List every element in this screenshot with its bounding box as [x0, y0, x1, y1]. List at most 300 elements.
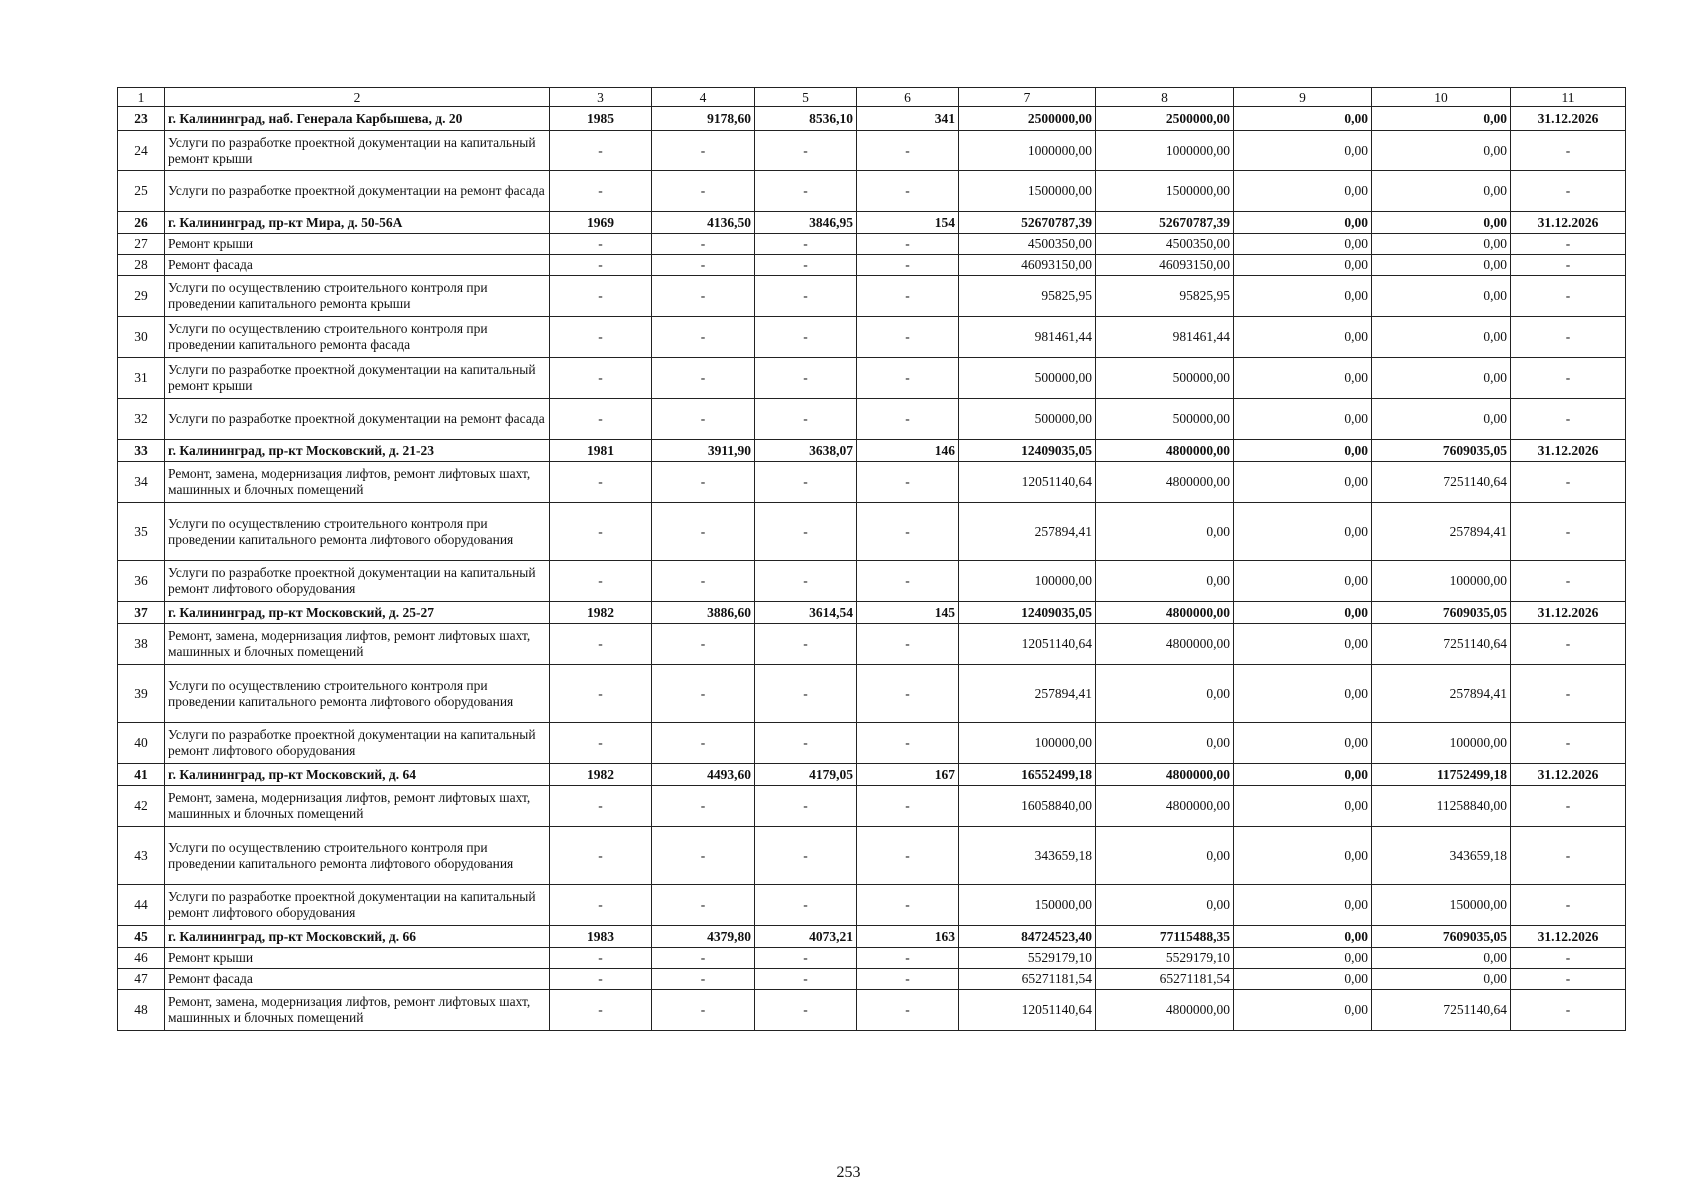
- cost-owners-cell: 0,00: [1372, 358, 1511, 399]
- cost-fund-cell: 500000,00: [1096, 358, 1234, 399]
- cost-budget-cell: 0,00: [1234, 255, 1372, 276]
- column-number-1: 1: [118, 88, 165, 107]
- work-row: [118, 948, 1626, 969]
- cost-fund-cell: 0,00: [1096, 723, 1234, 764]
- work-name: Услуги по осуществлению строительного контроля при проведении капитального ремонта фасада: [165, 317, 550, 358]
- cost-owners-cell: 100000,00: [1372, 723, 1511, 764]
- area-living-cell: -: [755, 948, 857, 969]
- area-total-cell: -: [652, 990, 755, 1031]
- cost-owners-cell: 7609035,05: [1372, 602, 1511, 624]
- cost-total-cell: 12051140,64: [959, 990, 1096, 1031]
- cost-owners-cell: 0,00: [1372, 131, 1511, 171]
- cost-budget-cell: 0,00: [1234, 358, 1372, 399]
- cost-owners-cell: 0,00: [1372, 171, 1511, 212]
- deadline-cell: 31.12.2026: [1511, 107, 1626, 131]
- residents-cell: -: [857, 969, 959, 990]
- cost-budget-cell: 0,00: [1234, 665, 1372, 723]
- cost-owners-cell: 11258840,00: [1372, 786, 1511, 827]
- year-cell: -: [550, 665, 652, 723]
- year-cell: -: [550, 827, 652, 885]
- residents-cell: -: [857, 276, 959, 317]
- cost-total-cell: 46093150,00: [959, 255, 1096, 276]
- cost-fund-cell: 0,00: [1096, 665, 1234, 723]
- row-number: 24: [118, 131, 165, 171]
- cost-owners-cell: 0,00: [1372, 212, 1511, 234]
- cost-owners-cell: 11752499,18: [1372, 764, 1511, 786]
- residents-cell: 145: [857, 602, 959, 624]
- work-name: Ремонт фасада: [165, 969, 550, 990]
- cost-fund-cell: 4800000,00: [1096, 440, 1234, 462]
- area-living-cell: 3614,54: [755, 602, 857, 624]
- cost-total-cell: 257894,41: [959, 503, 1096, 561]
- page-number: 253: [836, 1164, 861, 1181]
- cost-owners-cell: 0,00: [1372, 948, 1511, 969]
- year-cell: 1982: [550, 764, 652, 786]
- work-name: Услуги по осуществлению строительного контроля при проведении капитального ремонта крыши: [165, 276, 550, 317]
- cost-total-cell: 16058840,00: [959, 786, 1096, 827]
- cost-total-cell: 100000,00: [959, 723, 1096, 764]
- work-row: [118, 561, 1626, 602]
- cost-total-cell: 500000,00: [959, 399, 1096, 440]
- area-total-cell: -: [652, 786, 755, 827]
- cost-fund-cell: 4800000,00: [1096, 624, 1234, 665]
- cost-total-cell: 12051140,64: [959, 624, 1096, 665]
- area-total-cell: 4136,50: [652, 212, 755, 234]
- area-total-cell: 4493,60: [652, 764, 755, 786]
- residents-cell: -: [857, 234, 959, 255]
- cost-fund-cell: 0,00: [1096, 827, 1234, 885]
- cost-fund-cell: 65271181,54: [1096, 969, 1234, 990]
- work-name: Услуги по разработке проектной документации на капитальный ремонт лифтового оборудования: [165, 723, 550, 764]
- work-row: [118, 969, 1626, 990]
- cost-fund-cell: 46093150,00: [1096, 255, 1234, 276]
- area-living-cell: -: [755, 317, 857, 358]
- cost-total-cell: 12409035,05: [959, 602, 1096, 624]
- area-total-cell: -: [652, 969, 755, 990]
- deadline-cell: -: [1511, 665, 1626, 723]
- building-row: [118, 212, 1626, 234]
- column-number-5: 5: [755, 88, 857, 107]
- row-number: 35: [118, 503, 165, 561]
- year-cell: 1969: [550, 212, 652, 234]
- year-cell: -: [550, 948, 652, 969]
- deadline-cell: -: [1511, 723, 1626, 764]
- area-living-cell: 3638,07: [755, 440, 857, 462]
- row-number: 25: [118, 171, 165, 212]
- work-row: [118, 827, 1626, 885]
- year-cell: -: [550, 399, 652, 440]
- cost-owners-cell: 7609035,05: [1372, 440, 1511, 462]
- area-living-cell: -: [755, 969, 857, 990]
- cost-fund-cell: 0,00: [1096, 503, 1234, 561]
- deadline-cell: 31.12.2026: [1511, 764, 1626, 786]
- cost-total-cell: 981461,44: [959, 317, 1096, 358]
- cost-budget-cell: 0,00: [1234, 317, 1372, 358]
- work-name: Услуги по разработке проектной документации на капитальный ремонт лифтового оборудования: [165, 885, 550, 926]
- area-living-cell: -: [755, 131, 857, 171]
- residents-cell: -: [857, 399, 959, 440]
- area-living-cell: 8536,10: [755, 107, 857, 131]
- area-total-cell: -: [652, 723, 755, 764]
- cost-owners-cell: 257894,41: [1372, 503, 1511, 561]
- deadline-cell: -: [1511, 786, 1626, 827]
- cost-fund-cell: 500000,00: [1096, 399, 1234, 440]
- row-number: 37: [118, 602, 165, 624]
- year-cell: -: [550, 723, 652, 764]
- work-name: Услуги по разработке проектной документации на ремонт фасада: [165, 399, 550, 440]
- cost-fund-cell: 52670787,39: [1096, 212, 1234, 234]
- cost-total-cell: 65271181,54: [959, 969, 1096, 990]
- area-living-cell: 4179,05: [755, 764, 857, 786]
- work-name: г. Калининград, пр-кт Мира, д. 50-56А: [165, 212, 550, 234]
- cost-total-cell: 52670787,39: [959, 212, 1096, 234]
- year-cell: 1982: [550, 602, 652, 624]
- residents-cell: -: [857, 317, 959, 358]
- row-number: 44: [118, 885, 165, 926]
- residents-cell: -: [857, 503, 959, 561]
- area-living-cell: -: [755, 624, 857, 665]
- cost-fund-cell: 95825,95: [1096, 276, 1234, 317]
- residents-cell: -: [857, 948, 959, 969]
- row-number: 46: [118, 948, 165, 969]
- cost-fund-cell: 4800000,00: [1096, 764, 1234, 786]
- area-living-cell: -: [755, 276, 857, 317]
- area-total-cell: -: [652, 462, 755, 503]
- cost-total-cell: 343659,18: [959, 827, 1096, 885]
- cost-total-cell: 1000000,00: [959, 131, 1096, 171]
- column-number-4: 4: [652, 88, 755, 107]
- cost-budget-cell: 0,00: [1234, 602, 1372, 624]
- cost-total-cell: 2500000,00: [959, 107, 1096, 131]
- area-living-cell: -: [755, 503, 857, 561]
- work-row: [118, 255, 1626, 276]
- column-number-row: [118, 88, 1626, 107]
- residents-cell: -: [857, 786, 959, 827]
- area-total-cell: -: [652, 234, 755, 255]
- cost-fund-cell: 2500000,00: [1096, 107, 1234, 131]
- row-number: 30: [118, 317, 165, 358]
- cost-fund-cell: 77115488,35: [1096, 926, 1234, 948]
- year-cell: -: [550, 276, 652, 317]
- row-number: 28: [118, 255, 165, 276]
- row-number: 32: [118, 399, 165, 440]
- cost-total-cell: 100000,00: [959, 561, 1096, 602]
- work-row: [118, 624, 1626, 665]
- cost-total-cell: 84724523,40: [959, 926, 1096, 948]
- row-number: 48: [118, 990, 165, 1031]
- cost-total-cell: 12409035,05: [959, 440, 1096, 462]
- deadline-cell: -: [1511, 827, 1626, 885]
- deadline-cell: -: [1511, 503, 1626, 561]
- cost-total-cell: 95825,95: [959, 276, 1096, 317]
- area-living-cell: -: [755, 462, 857, 503]
- cost-owners-cell: 0,00: [1372, 317, 1511, 358]
- year-cell: -: [550, 503, 652, 561]
- cost-owners-cell: 150000,00: [1372, 885, 1511, 926]
- year-cell: -: [550, 317, 652, 358]
- row-number: 31: [118, 358, 165, 399]
- residents-cell: -: [857, 358, 959, 399]
- residents-cell: -: [857, 827, 959, 885]
- building-row: [118, 107, 1626, 131]
- cost-total-cell: 150000,00: [959, 885, 1096, 926]
- cost-owners-cell: 343659,18: [1372, 827, 1511, 885]
- residents-cell: 167: [857, 764, 959, 786]
- residents-cell: 341: [857, 107, 959, 131]
- area-total-cell: -: [652, 624, 755, 665]
- column-number-2: 2: [165, 88, 550, 107]
- year-cell: -: [550, 234, 652, 255]
- cost-owners-cell: 257894,41: [1372, 665, 1511, 723]
- year-cell: -: [550, 885, 652, 926]
- cost-budget-cell: 0,00: [1234, 764, 1372, 786]
- cost-fund-cell: 4800000,00: [1096, 786, 1234, 827]
- cost-total-cell: 257894,41: [959, 665, 1096, 723]
- cost-owners-cell: 7251140,64: [1372, 462, 1511, 503]
- area-total-cell: -: [652, 171, 755, 212]
- cost-owners-cell: 7609035,05: [1372, 926, 1511, 948]
- deadline-cell: -: [1511, 171, 1626, 212]
- table-body: [118, 88, 1626, 1031]
- residents-cell: 146: [857, 440, 959, 462]
- residents-cell: -: [857, 723, 959, 764]
- deadline-cell: -: [1511, 255, 1626, 276]
- area-total-cell: -: [652, 255, 755, 276]
- year-cell: -: [550, 990, 652, 1031]
- cost-budget-cell: 0,00: [1234, 503, 1372, 561]
- work-row: [118, 503, 1626, 561]
- deadline-cell: -: [1511, 948, 1626, 969]
- work-row: [118, 885, 1626, 926]
- work-name: Услуги по разработке проектной документации на капитальный ремонт крыши: [165, 358, 550, 399]
- cost-total-cell: 1500000,00: [959, 171, 1096, 212]
- cost-owners-cell: 7251140,64: [1372, 624, 1511, 665]
- work-name: Ремонт, замена, модернизация лифтов, ремонт лифтовых шахт, машинных и блочных помещений: [165, 786, 550, 827]
- deadline-cell: 31.12.2026: [1511, 212, 1626, 234]
- residents-cell: -: [857, 171, 959, 212]
- work-name: Ремонт, замена, модернизация лифтов, ремонт лифтовых шахт, машинных и блочных помещений: [165, 462, 550, 503]
- building-row: [118, 926, 1626, 948]
- column-number-11: 11: [1511, 88, 1626, 107]
- work-row: [118, 234, 1626, 255]
- cost-total-cell: 500000,00: [959, 358, 1096, 399]
- area-living-cell: -: [755, 723, 857, 764]
- work-name: г. Калининград, пр-кт Московский, д. 25-27: [165, 602, 550, 624]
- area-living-cell: -: [755, 171, 857, 212]
- cost-fund-cell: 1000000,00: [1096, 131, 1234, 171]
- work-row: [118, 462, 1626, 503]
- work-row: [118, 786, 1626, 827]
- area-living-cell: 4073,21: [755, 926, 857, 948]
- row-number: 36: [118, 561, 165, 602]
- residents-cell: -: [857, 990, 959, 1031]
- cost-total-cell: 4500350,00: [959, 234, 1096, 255]
- row-number: 26: [118, 212, 165, 234]
- program-table: [117, 87, 1626, 1031]
- residents-cell: 154: [857, 212, 959, 234]
- deadline-cell: -: [1511, 276, 1626, 317]
- area-living-cell: -: [755, 827, 857, 885]
- row-number: 40: [118, 723, 165, 764]
- cost-budget-cell: 0,00: [1234, 234, 1372, 255]
- residents-cell: -: [857, 624, 959, 665]
- year-cell: 1983: [550, 926, 652, 948]
- area-living-cell: 3846,95: [755, 212, 857, 234]
- row-number: 43: [118, 827, 165, 885]
- cost-total-cell: 12051140,64: [959, 462, 1096, 503]
- work-row: [118, 171, 1626, 212]
- work-name: г. Калининград, пр-кт Московский, д. 21-23: [165, 440, 550, 462]
- row-number: 41: [118, 764, 165, 786]
- work-name: Услуги по осуществлению строительного контроля при проведении капитального ремонта лифтового оборудования: [165, 503, 550, 561]
- area-living-cell: -: [755, 234, 857, 255]
- area-total-cell: -: [652, 561, 755, 602]
- area-living-cell: -: [755, 990, 857, 1031]
- column-number-9: 9: [1234, 88, 1372, 107]
- cost-total-cell: 16552499,18: [959, 764, 1096, 786]
- work-name: Ремонт, замена, модернизация лифтов, ремонт лифтовых шахт, машинных и блочных помещений: [165, 624, 550, 665]
- cost-budget-cell: 0,00: [1234, 107, 1372, 131]
- work-name: Ремонт фасада: [165, 255, 550, 276]
- cost-owners-cell: 0,00: [1372, 234, 1511, 255]
- row-number: 42: [118, 786, 165, 827]
- deadline-cell: -: [1511, 131, 1626, 171]
- work-row: [118, 723, 1626, 764]
- work-row: [118, 276, 1626, 317]
- deadline-cell: 31.12.2026: [1511, 926, 1626, 948]
- cost-budget-cell: 0,00: [1234, 276, 1372, 317]
- residents-cell: -: [857, 131, 959, 171]
- row-number: 33: [118, 440, 165, 462]
- cost-budget-cell: 0,00: [1234, 131, 1372, 171]
- building-row: [118, 602, 1626, 624]
- residents-cell: -: [857, 255, 959, 276]
- area-total-cell: -: [652, 885, 755, 926]
- row-number: 34: [118, 462, 165, 503]
- deadline-cell: -: [1511, 399, 1626, 440]
- area-total-cell: 4379,80: [652, 926, 755, 948]
- cost-budget-cell: 0,00: [1234, 990, 1372, 1031]
- area-total-cell: 3911,90: [652, 440, 755, 462]
- year-cell: -: [550, 561, 652, 602]
- cost-owners-cell: 0,00: [1372, 969, 1511, 990]
- cost-budget-cell: 0,00: [1234, 561, 1372, 602]
- area-total-cell: -: [652, 276, 755, 317]
- residents-cell: -: [857, 462, 959, 503]
- cost-owners-cell: 100000,00: [1372, 561, 1511, 602]
- cost-fund-cell: 0,00: [1096, 561, 1234, 602]
- cost-fund-cell: 5529179,10: [1096, 948, 1234, 969]
- cost-fund-cell: 4800000,00: [1096, 990, 1234, 1031]
- building-row: [118, 764, 1626, 786]
- building-row: [118, 440, 1626, 462]
- year-cell: -: [550, 255, 652, 276]
- cost-budget-cell: 0,00: [1234, 624, 1372, 665]
- work-row: [118, 131, 1626, 171]
- cost-owners-cell: 0,00: [1372, 107, 1511, 131]
- cost-budget-cell: 0,00: [1234, 212, 1372, 234]
- column-number-7: 7: [959, 88, 1096, 107]
- row-number: 27: [118, 234, 165, 255]
- deadline-cell: 31.12.2026: [1511, 602, 1626, 624]
- area-total-cell: -: [652, 948, 755, 969]
- area-total-cell: -: [652, 827, 755, 885]
- area-total-cell: -: [652, 358, 755, 399]
- area-living-cell: -: [755, 885, 857, 926]
- cost-fund-cell: 4800000,00: [1096, 602, 1234, 624]
- cost-budget-cell: 0,00: [1234, 462, 1372, 503]
- cost-budget-cell: 0,00: [1234, 440, 1372, 462]
- row-number: 45: [118, 926, 165, 948]
- year-cell: -: [550, 131, 652, 171]
- deadline-cell: -: [1511, 358, 1626, 399]
- cost-budget-cell: 0,00: [1234, 926, 1372, 948]
- year-cell: -: [550, 462, 652, 503]
- work-row: [118, 399, 1626, 440]
- year-cell: 1985: [550, 107, 652, 131]
- cost-budget-cell: 0,00: [1234, 399, 1372, 440]
- cost-fund-cell: 981461,44: [1096, 317, 1234, 358]
- year-cell: -: [550, 969, 652, 990]
- area-total-cell: -: [652, 317, 755, 358]
- cost-fund-cell: 4500350,00: [1096, 234, 1234, 255]
- area-total-cell: -: [652, 665, 755, 723]
- row-number: 38: [118, 624, 165, 665]
- cost-owners-cell: 7251140,64: [1372, 990, 1511, 1031]
- area-total-cell: -: [652, 503, 755, 561]
- column-number-10: 10: [1372, 88, 1511, 107]
- year-cell: 1981: [550, 440, 652, 462]
- residents-cell: -: [857, 885, 959, 926]
- row-number: 23: [118, 107, 165, 131]
- area-total-cell: 9178,60: [652, 107, 755, 131]
- year-cell: -: [550, 786, 652, 827]
- column-number-3: 3: [550, 88, 652, 107]
- work-row: [118, 665, 1626, 723]
- area-total-cell: -: [652, 399, 755, 440]
- column-number-6: 6: [857, 88, 959, 107]
- residents-cell: -: [857, 665, 959, 723]
- cost-budget-cell: 0,00: [1234, 969, 1372, 990]
- deadline-cell: -: [1511, 885, 1626, 926]
- work-name: г. Калининград, наб. Генерала Карбышева, д. 20: [165, 107, 550, 131]
- work-name: Услуги по разработке проектной документации на капитальный ремонт лифтового оборудования: [165, 561, 550, 602]
- work-name: г. Калининград, пр-кт Московский, д. 66: [165, 926, 550, 948]
- year-cell: -: [550, 358, 652, 399]
- area-living-cell: -: [755, 358, 857, 399]
- area-living-cell: -: [755, 399, 857, 440]
- year-cell: -: [550, 624, 652, 665]
- residents-cell: 163: [857, 926, 959, 948]
- area-total-cell: 3886,60: [652, 602, 755, 624]
- cost-budget-cell: 0,00: [1234, 885, 1372, 926]
- residents-cell: -: [857, 561, 959, 602]
- cost-total-cell: 5529179,10: [959, 948, 1096, 969]
- area-living-cell: -: [755, 665, 857, 723]
- deadline-cell: -: [1511, 561, 1626, 602]
- cost-fund-cell: 0,00: [1096, 885, 1234, 926]
- row-number: 39: [118, 665, 165, 723]
- deadline-cell: 31.12.2026: [1511, 440, 1626, 462]
- deadline-cell: -: [1511, 462, 1626, 503]
- work-name: Услуги по осуществлению строительного контроля при проведении капитального ремонта лифтового оборудования: [165, 665, 550, 723]
- work-name: г. Калининград, пр-кт Московский, д. 64: [165, 764, 550, 786]
- column-number-8: 8: [1096, 88, 1234, 107]
- cost-owners-cell: 0,00: [1372, 255, 1511, 276]
- work-name: Ремонт крыши: [165, 948, 550, 969]
- work-name: Услуги по разработке проектной документации на ремонт фасада: [165, 171, 550, 212]
- cost-fund-cell: 1500000,00: [1096, 171, 1234, 212]
